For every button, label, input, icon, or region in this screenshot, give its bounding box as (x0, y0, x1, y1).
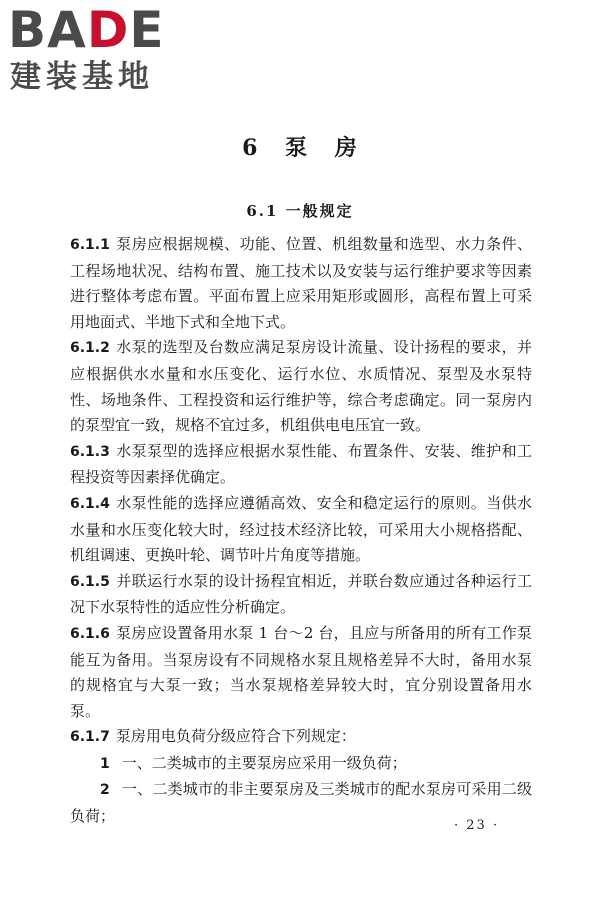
clause-text: 水泵性能的选择应遵循高效、安全和稳定运行的原则。当供水水量和水压变化较大时，经过技术经济比较，可采用大小规格搭配、机组调速、更换叶轮、调节叶片角度等措施。 (70, 493, 532, 565)
logo-word-part2: E (129, 1, 165, 59)
clause-6-1-2 (70, 335, 532, 438)
item-text: 一、二类城市的主要泵房应采用一级负荷； (121, 753, 407, 772)
clause-number: 6.1.1 (70, 237, 110, 253)
bade-logo (8, 1, 178, 96)
section-title: 6.1 一般规定 (246, 202, 354, 220)
clause-number: 6.1.4 (70, 495, 110, 512)
document-body (70, 232, 532, 830)
clause-text: 泵房用电负荷分级应符合下列规定： (115, 727, 356, 746)
logo-wordmark (8, 1, 165, 59)
clause-number: 6.1.5 (70, 573, 110, 590)
logo-subtitle: 建装基地 (10, 59, 154, 95)
clause-text: 泵房应设置备用水泵 1 台～2 台，且应与所备用的所有工作泵能互为备用。当泵房设有不同规格水泵且规格差异不大时，备用水泵的规格宜与大泵一致；当水泵规格差异较大时，宜分别设置备用水泵。 (70, 623, 532, 720)
clause-6-1-5 (70, 569, 532, 621)
clause-6-1-4 (70, 491, 532, 569)
clause-text: 并联运行水泵的设计扬程宜相近，并联台数应通过各种运行工况下水泵特性的适应性分析确定。 (70, 571, 532, 617)
clause-6-1-1 (70, 232, 532, 335)
clause-6-1-7 (70, 724, 532, 751)
clause-6-1-6 (70, 621, 532, 724)
clause-number: 6.1.7 (70, 729, 110, 746)
clause-text: 水泵的选型及台数应满足泵房设计流量、设计扬程的要求，并应根据供水水量和水压变化、运行水位、水质情况、泵型及水泵特性、场地条件、工程投资和运行维护等，综合考虑确定。同一泵房内的泵型宜一致，规格不宜过多，机组供电电压宜一致。 (70, 338, 532, 435)
clause-number: 6.1.3 (70, 443, 110, 460)
clause-number: 6.1.2 (70, 340, 110, 357)
clause-number: 6.1.6 (70, 625, 110, 642)
logo-word-accent: D (86, 1, 130, 59)
item-number: 1 (100, 755, 110, 772)
clause-6-1-3 (70, 439, 532, 491)
clause-text: 水泵泵型的选择应根据水泵性能、布置条件、安装、维护和工程投资等因素择优确定。 (70, 441, 532, 487)
item-number: 2 (100, 782, 110, 799)
clause-text: 泵房应根据规模、功能、位置、机组数量和选型、水力条件、工程场地状况、结构布置、施工技术以及安装与运行维护要求等因素进行整体考虑布置。平面布置上应采用矩形或圆形，高程布置上可采用地面式、半地下式和全地下式。 (70, 235, 532, 331)
logo-word-part1: BA (8, 1, 87, 59)
list-item-1 (70, 751, 532, 778)
page-number: · 23 · (454, 818, 500, 833)
item-text: 一、二类城市的非主要泵房及三类城市的配水泵房可采用二级负荷； (70, 780, 532, 826)
chapter-title: 6 泵 房 (242, 135, 358, 161)
